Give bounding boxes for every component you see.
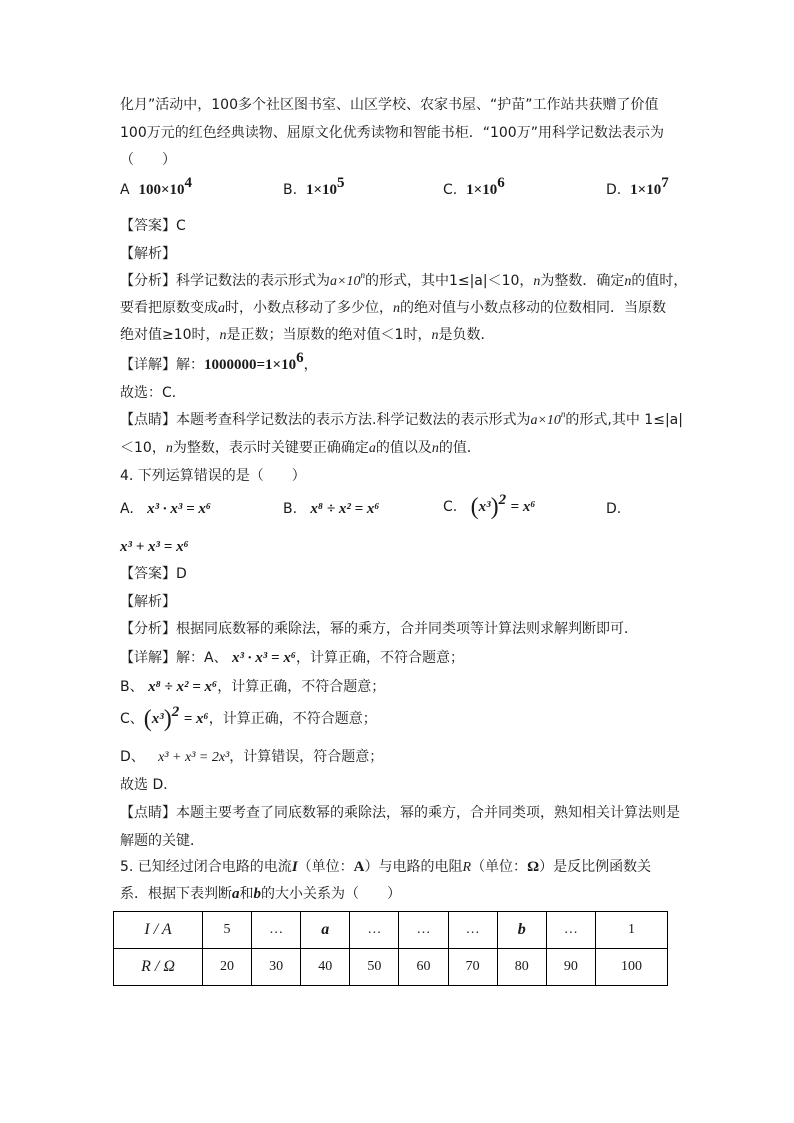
text: ，计算正确，不符合题意；	[217, 679, 386, 695]
table-cell: 1	[595, 912, 667, 949]
table-row	[114, 912, 668, 949]
step-expression: x⁸ ÷ x² = x⁶	[148, 679, 218, 695]
option-value: 100×10	[138, 182, 185, 198]
table-cell: b	[497, 912, 546, 949]
sci-form: a×10	[330, 274, 361, 289]
q4-option-c	[443, 492, 536, 520]
q5-data-table	[113, 911, 668, 986]
text: 的大小关系为（ ）	[261, 886, 401, 902]
fenxi-tag: 【分析】	[120, 621, 176, 637]
table-cell: 90	[546, 949, 595, 986]
text: ，计算正确，不符合题意；	[208, 711, 377, 727]
table-cell: a	[301, 912, 350, 949]
text: 要看把原数变成	[120, 300, 218, 316]
answer-value: C	[176, 218, 186, 234]
var-b: b	[253, 886, 261, 902]
text: （单位：	[297, 859, 354, 875]
q3-choice: 故选：C．	[120, 385, 186, 401]
unit-ampere: A	[353, 859, 365, 875]
option-expression-rhs: = x⁶	[510, 499, 536, 515]
text: 解：	[176, 357, 204, 373]
q3-analysis-heading: 【解析】	[120, 246, 176, 262]
option-value: 1×10	[630, 182, 662, 198]
text: ）与电路的电阻	[364, 859, 463, 875]
text: ，计算错误，符合题意；	[229, 749, 384, 765]
step-expression-inner: x³	[151, 711, 164, 727]
text: 系．根据下表判断	[120, 886, 232, 902]
q4-step-d	[120, 747, 383, 768]
dianjing-tag: 【点睛】	[120, 805, 176, 821]
q4-dianjing-line2: 解题的关键．	[120, 833, 204, 849]
option-exponent: 4	[184, 175, 193, 191]
xiangjie-tag: 【详解】	[120, 357, 176, 373]
q4-stem: 4. 下列运算错误的是（ ）	[120, 468, 306, 484]
text: 根据同底数幂的乘除法，幂的乘方，合并同类项等计算法则求解判断即可．	[176, 621, 638, 637]
q4-fenxi	[120, 619, 638, 639]
text: 的绝对值与小数点移动的位数相同．当原数	[400, 300, 666, 316]
paren-right: )	[490, 494, 499, 520]
option-expression: x³ + x³ = x⁶	[120, 539, 189, 555]
table-cell: …	[399, 912, 448, 949]
outer-exponent: 2	[171, 704, 180, 720]
q4-step-c	[120, 704, 377, 732]
option-expression: x⁸ ÷ x² = x⁶	[310, 501, 380, 517]
text: ＜10，	[120, 440, 166, 456]
q4-answer	[120, 564, 187, 584]
text: 的值时，	[631, 273, 688, 289]
table-cell: 60	[399, 949, 448, 986]
q4-step-b	[120, 677, 385, 697]
q3-option-b	[283, 175, 345, 200]
math-exponent: 6	[296, 350, 304, 366]
q4-option-d	[606, 499, 621, 519]
option-label: C.	[443, 182, 458, 198]
text: 和	[239, 886, 254, 902]
text: 是正数；当原数的绝对值＜1时，	[226, 327, 432, 343]
table-cell: 100	[595, 949, 667, 986]
text: 的值以及	[375, 440, 432, 456]
option-expression-inner: x³	[478, 499, 491, 515]
option-exponent: 7	[661, 175, 669, 191]
text: 5. 已知经过闭合电路的电流	[120, 859, 292, 875]
q3-text-line2: 100万元的红色经典读物、屈原文化优秀读物和智能书柜．“100万”用科学记数法表示为	[120, 125, 664, 141]
option-label: A	[120, 182, 130, 198]
q3-option-c	[443, 175, 505, 200]
step-expression: x³ · x³ = x⁶	[232, 650, 297, 666]
q3-option-a	[120, 175, 193, 200]
text: ，	[303, 357, 318, 373]
table-cell: …	[252, 912, 301, 949]
var-a: a	[232, 886, 240, 902]
unit-ohm: Ω	[527, 859, 540, 875]
text: 为整数．确定	[540, 273, 625, 289]
text: D、	[120, 749, 145, 765]
q4-step-a	[120, 648, 464, 668]
option-exponent: 6	[497, 175, 505, 191]
q3-answer	[120, 216, 186, 236]
var-n: n	[431, 328, 439, 343]
q4-option-b	[283, 499, 380, 519]
q3-paren: （ ）	[120, 152, 176, 168]
text: ，	[519, 273, 534, 289]
paren-right: )	[163, 706, 172, 732]
text: 本题主要考查了同底数幂的乘除法，幂的乘方，合并同类项，熟知相关计算法则是	[176, 805, 680, 821]
sci-exp: n	[560, 409, 566, 419]
fenxi-tag: 【分析】	[120, 273, 176, 289]
text: 的形式,其中 1≤|a|	[565, 412, 683, 428]
q3-xiangjie	[120, 350, 318, 375]
math-expression: 1000000=1×10	[204, 357, 297, 373]
option-exponent: 5	[337, 175, 345, 191]
q3-fenxi-line2	[120, 298, 666, 319]
table-cell: 50	[350, 949, 399, 986]
q4-choice: 故选 D．	[120, 777, 178, 793]
text: 本题考查科学记数法的表示方法.科学记数法的表示形式为	[176, 412, 531, 428]
var-R: R	[462, 860, 472, 875]
var-a: a	[368, 441, 376, 456]
text: 时，小数点移动了多少位，	[225, 300, 393, 316]
paren-left: (	[143, 706, 152, 732]
option-label: A.	[120, 501, 134, 517]
q3-fenxi-line3	[120, 325, 494, 346]
q3-option-d	[606, 175, 669, 200]
sci-exp: n	[360, 270, 365, 280]
var-n: n	[431, 441, 439, 456]
text: C、	[120, 711, 144, 727]
q4-option-a	[120, 499, 211, 519]
table-cell: …	[350, 912, 399, 949]
answer-tag: 【答案】	[120, 218, 176, 234]
q5-stem-line1	[120, 857, 651, 878]
xiangjie-tag: 【详解】	[120, 650, 176, 666]
dianjing-tag: 【点睛】	[120, 412, 176, 428]
text: ）是反比例函数关	[539, 859, 652, 875]
text: （单位：	[471, 859, 528, 875]
option-label: B.	[283, 501, 298, 517]
var-a: a	[218, 301, 225, 316]
text: ，计算正确，不符合题意；	[296, 650, 465, 666]
text: 绝对值≥10时，	[120, 327, 220, 343]
text: B、	[120, 679, 144, 695]
option-expression: x³ · x³ = x⁶	[147, 501, 212, 517]
q4-option-d-expression	[120, 537, 189, 557]
var-n: n	[219, 328, 227, 343]
table-cell: 30	[252, 949, 301, 986]
table-cell: …	[546, 912, 595, 949]
sci-form: a×10	[530, 413, 561, 428]
answer-tag: 【答案】	[120, 566, 176, 582]
text: 为整数，表示时关键要正确确定	[172, 440, 369, 456]
var-n: n	[533, 274, 541, 289]
text: 的值．	[438, 440, 481, 456]
table-cell: 70	[448, 949, 497, 986]
var-n: n	[165, 441, 173, 456]
table-cell: 5	[203, 912, 252, 949]
option-label: C.	[443, 499, 458, 515]
q4-analysis-heading: 【解析】	[120, 594, 176, 610]
q3-text-line1: 化月”活动中，100多个社区图书室、山区学校、农家书屋、“护苗”工作站共获赠了价值	[120, 97, 659, 113]
table-cell: 40	[301, 949, 350, 986]
q4-dianjing-line1	[120, 803, 680, 823]
text: 的形式，其中	[364, 273, 449, 289]
q3-dianjing-line2	[120, 438, 481, 459]
step-expression: x³ + x³ = 2x³	[158, 750, 230, 765]
var-n: n	[624, 274, 632, 289]
var-I: I	[291, 859, 298, 875]
option-label: B.	[283, 182, 298, 198]
text: 是负数．	[438, 327, 495, 343]
var-n: n	[393, 301, 400, 316]
option-value: 1×10	[305, 182, 338, 198]
range: 1≤|a|＜10	[448, 273, 520, 289]
table-row-head: R / Ω	[114, 949, 203, 986]
table-cell: 80	[497, 949, 546, 986]
table-cell: 20	[203, 949, 252, 986]
option-value: 1×10	[466, 182, 498, 198]
table-cell: …	[448, 912, 497, 949]
step-expression-rhs: = x⁶	[183, 711, 209, 727]
q5-stem-line2	[120, 884, 401, 904]
option-label: D.	[606, 501, 622, 517]
table-row	[114, 949, 668, 986]
q3-fenxi-line1	[120, 271, 687, 292]
text: 解：A、	[176, 650, 228, 666]
paren-left: (	[470, 494, 479, 520]
text: 科学记数法的表示形式为	[176, 273, 330, 289]
option-label: D.	[606, 182, 622, 198]
outer-exponent: 2	[498, 492, 507, 508]
table-row-head: I / A	[114, 912, 203, 949]
q3-dianjing-line1	[120, 410, 683, 431]
answer-value: D	[176, 566, 187, 582]
